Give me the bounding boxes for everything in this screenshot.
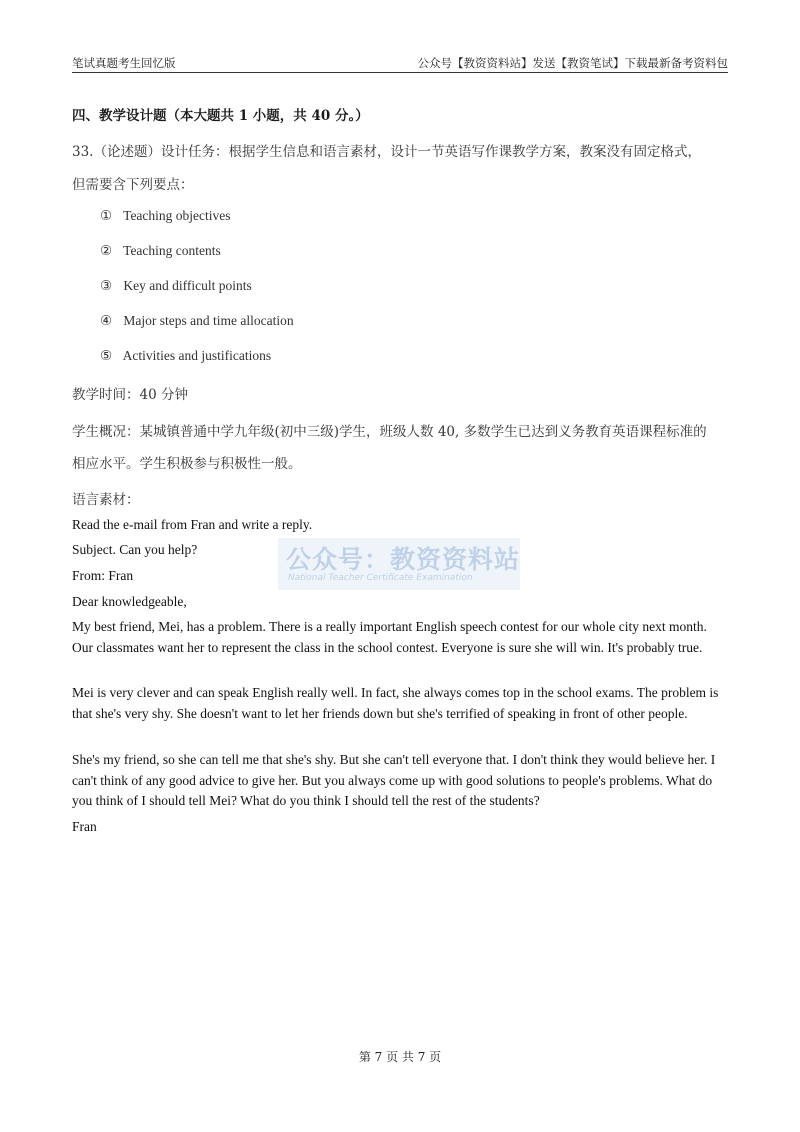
point-text: Activities and justifications [122, 348, 272, 363]
point-text: Major steps and time allocation [123, 313, 294, 328]
teaching-time: 教学时间：40 分钟 [72, 387, 188, 403]
watermark-sub-text: National Teacher Certificate Examination [288, 573, 473, 583]
email-paragraph-1: My best friend, Mei, has a problem. There is a really important English speech contest for our whole city next month. Our classmates want her to represent the class in the school contest. Everyone is sure she will win. It's probably true. [72, 619, 707, 655]
point-text: Teaching contents [123, 243, 221, 258]
point-item [100, 208, 231, 224]
point-item [100, 348, 271, 364]
header-right-text: 公众号【教资资料站】发送【教资笔试】下载最新备考资料包 [417, 56, 728, 70]
point-number: ② [100, 243, 113, 258]
page-header [72, 54, 728, 73]
point-item [100, 313, 294, 329]
point-text: Key and difficult points [123, 278, 252, 293]
point-text: Teaching objectives [123, 208, 231, 223]
point-item [100, 243, 221, 259]
section-title: 四、教学设计题（本大题共 1 小题，共 40 分。） [72, 108, 369, 124]
email-paragraph-2: Mei is very clever and can speak English really well. In fact, she always comes top in the school exams. The problem is that she's very shy. She doesn't want to let her friends down but she's terrified of speaking in front of other people. [72, 685, 719, 721]
question-line-2: 但需要含下列要点： [72, 177, 194, 193]
watermark-main-text: 公众号：教资资料站 [286, 545, 521, 574]
page-number: 第 7 页 共 7 页 [358, 1050, 442, 1064]
point-number: ③ [100, 278, 113, 293]
header-left-text: 笔试真题考生回忆版 [72, 56, 176, 70]
email-paragraph-3: She's my friend, so she can tell me that she's shy. But she can't tell everyone that. I don't think they would believe her. I can't think of any good advice to give her. But you always come up with good solutions to people's problems. What do you think of I should tell Mei? What do you think I should tell the rest of the students? [72, 752, 716, 808]
point-number: ④ [100, 313, 113, 328]
point-item [100, 278, 252, 294]
email-from: From: Fran [72, 568, 134, 583]
point-number: ⑤ [100, 348, 113, 363]
material-label: 语言素材： [72, 492, 140, 508]
point-number: ① [100, 208, 113, 223]
watermark [278, 538, 520, 590]
email-signature: Fran [72, 819, 97, 834]
email-subject: Subject. Can you help? [72, 542, 198, 557]
question-line-1: 33.（论述题）设计任务：根据学生信息和语言素材，设计一节英语写作课教学方案，教案没有固定格式， [72, 144, 701, 160]
material-instruction: Read the e-mail from Fran and write a reply. [72, 517, 313, 532]
student-info-line-1: 学生概况：某城镇普通中学九年级(初中三级)学生，班级人数 40, 多数学生已达到义务教育英语课程标准的 [72, 424, 707, 440]
email-greeting: Dear knowledgeable, [72, 594, 187, 609]
student-info-line-2: 相应水平。学生积极参与积极性一般。 [72, 456, 302, 472]
